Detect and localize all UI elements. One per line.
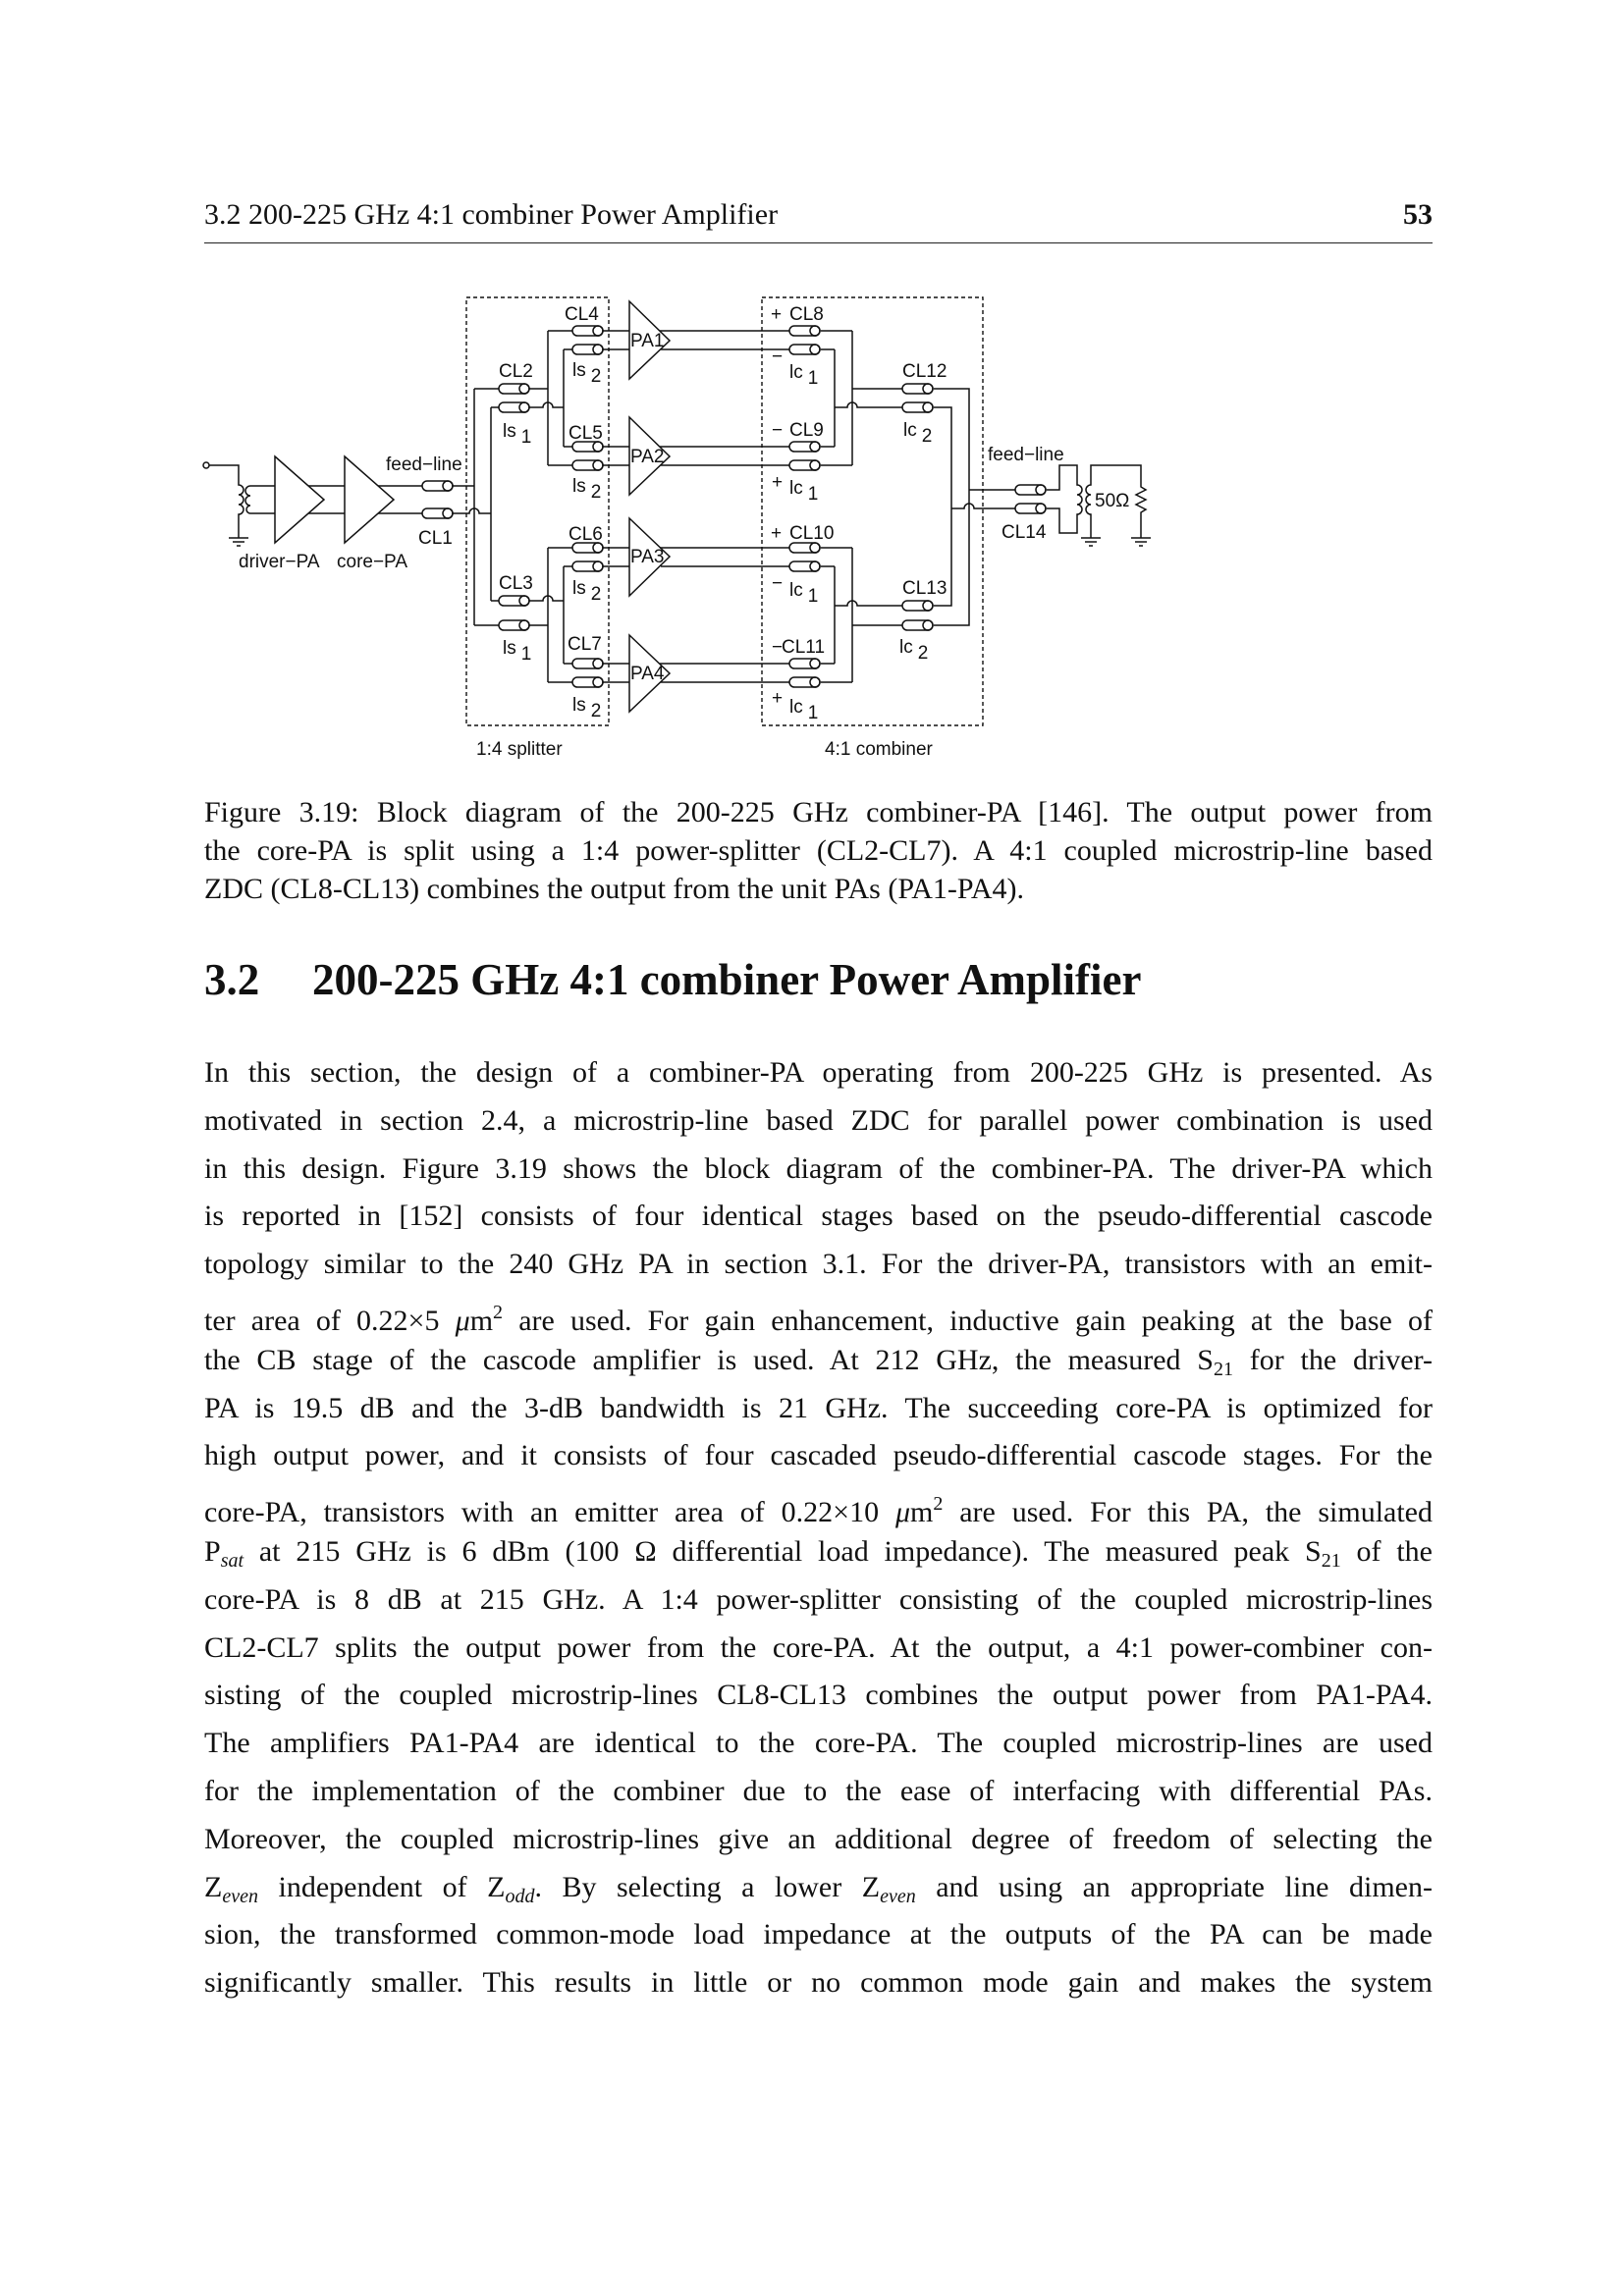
- text-line: [204, 1768, 1433, 1816]
- coupled-line-icon: [572, 659, 603, 668]
- label-cl12: CL12: [902, 361, 947, 382]
- text-segment: In this section, the design of a combiner-PA operating from 200-225 GHz is presented. As: [204, 1056, 1433, 1089]
- coupled-line-end-icon: [923, 384, 933, 394]
- body-text: [204, 1049, 1433, 2007]
- text-line: [204, 1816, 1433, 1864]
- text-segment: PA is 19.5 dB and the 3-dB bandwidth is 21 GHz. The succeeding core-PA is optimized for: [204, 1391, 1433, 1424]
- coupled-line-end-icon: [810, 659, 820, 668]
- coupled-line-end-icon: [1036, 485, 1046, 495]
- coupled-line-icon: [789, 543, 820, 553]
- text-segment: for the driver-: [1233, 1343, 1433, 1376]
- label-driver-pa: driver−PA: [239, 552, 320, 572]
- label-cl14: CL14: [1001, 522, 1047, 543]
- coupled-line-icon: [789, 442, 820, 452]
- coupled-line-icon: [572, 326, 603, 336]
- label-ls2: ls 2: [572, 695, 602, 721]
- coupled-line-icon: [422, 508, 453, 518]
- text-segment: of the: [1340, 1534, 1434, 1568]
- text-segment: Z: [204, 1870, 223, 1903]
- coupled-line-icon: [789, 659, 820, 668]
- text-segment: sisting of the coupled microstrip-lines CL8-CL13 combines the output power from PA1-PA4.: [204, 1679, 1433, 1712]
- text-segment: μ: [455, 1304, 470, 1337]
- label-minus: −: [772, 573, 784, 594]
- label-cl1: CL1: [418, 528, 453, 549]
- label-feed-line-out: feed−line: [988, 445, 1064, 465]
- coupled-line-end-icon: [443, 481, 453, 491]
- label-lc1: lc 1: [789, 362, 819, 389]
- text-segment: CL2-CL7 splits the output power from the core-PA. At the output, a 4:1 power-combiner con-: [204, 1630, 1433, 1664]
- label-plus: +: [772, 472, 784, 493]
- coupled-line-end-icon: [519, 402, 529, 412]
- label-cl7: CL7: [568, 634, 602, 655]
- text-segment: Figure 3.19: Block diagram of the 200-225 GHz combiner-PA [146]. The output power from: [204, 796, 1433, 828]
- coupled-line-end-icon: [810, 460, 820, 470]
- text-line: [204, 1337, 1433, 1385]
- coupled-line-end-icon: [593, 659, 603, 668]
- label-lc1: lc 1: [789, 478, 819, 505]
- label-core-pa: core−PA: [337, 552, 407, 572]
- label-cl2: CL2: [499, 361, 533, 382]
- label-cl3: CL3: [499, 573, 533, 594]
- text-segment: core-PA is 8 dB at 215 GHz. A 1:4 power-splitter consisting of the coupled microstrip-lines: [204, 1582, 1433, 1616]
- text-segment: 21: [1214, 1358, 1233, 1380]
- label-minus: −: [772, 420, 784, 441]
- text-segment: 2: [933, 1493, 944, 1516]
- text-segment: The amplifiers PA1-PA4 are identical to the core-PA. The coupled microstrip-lines are used: [204, 1727, 1433, 1760]
- cl1-output-wires: [453, 486, 491, 513]
- label-cl13: CL13: [902, 578, 947, 599]
- text-segment: Moreover, the coupled microstrip-lines give an additional degree of freedom of selecting the: [204, 1822, 1433, 1855]
- text-segment: μ: [894, 1496, 911, 1529]
- coupled-line-icon: [789, 345, 820, 354]
- text-segment: for the implementation of the combiner due to the ease of interfacing with differential PAs.: [204, 1774, 1433, 1807]
- text-segment: in this design. Figure 3.19 shows the block diagram of the combiner-PA. The driver-PA which: [204, 1151, 1433, 1185]
- coupled-line-end-icon: [923, 601, 933, 611]
- coupled-line-icon: [1015, 504, 1046, 513]
- text-segment: even: [880, 1885, 916, 1907]
- label-ls1: ls 1: [503, 421, 532, 448]
- block-diagram: [0, 0, 1624, 785]
- text-line: [204, 1911, 1433, 1959]
- text-line: [204, 1385, 1433, 1433]
- text-segment: m: [910, 1496, 934, 1529]
- ground-icon: [1081, 538, 1101, 546]
- coupled-line-end-icon: [519, 596, 529, 606]
- coupled-line-icon: [902, 402, 933, 412]
- section-number: 3.2: [204, 955, 260, 1004]
- coupled-line-end-icon: [923, 620, 933, 630]
- label-cl10: CL10: [789, 523, 835, 544]
- text-segment: core-PA, transistors with an emitter area of 0.22×10: [204, 1496, 895, 1529]
- text-segment: sion, the transformed common-mode load impedance at the outputs of the PA can be made: [204, 1918, 1433, 1951]
- text-line: [204, 1864, 1433, 1912]
- running-header-title: 3.2 200-225 GHz 4:1 combiner Power Amplifier: [204, 198, 779, 231]
- label-cl6: CL6: [568, 524, 603, 545]
- label-feed-line-in: feed−line: [386, 454, 462, 475]
- text-segment: motivated in section 2.4, a microstrip-line based ZDC for parallel power combination is used: [204, 1103, 1433, 1137]
- coupled-line-icon: [789, 561, 820, 571]
- label-minus: −: [772, 637, 784, 658]
- text-line: [204, 1480, 1433, 1528]
- label-pa2: PA2: [630, 447, 665, 467]
- text-segment: is reported in [152] consists of four identical stages based on the pseudo-differential cascode: [204, 1200, 1433, 1233]
- text-segment: topology similar to the 240 GHz PA in section 3.1. For the driver-PA, transistors with an emit-: [204, 1248, 1433, 1281]
- splitter-box: [466, 297, 609, 725]
- text-segment: even: [222, 1885, 258, 1907]
- coupled-line-end-icon: [810, 677, 820, 687]
- coupled-line-icon: [499, 384, 529, 394]
- text-segment: at 215 GHz is 6 dBm (100 Ω differential load impedance). The measured peak S: [244, 1534, 1322, 1568]
- text-segment: 21: [1321, 1549, 1341, 1572]
- label-minus: −: [772, 347, 784, 367]
- coupled-line-icon: [902, 601, 933, 611]
- section-title: 200-225 GHz 4:1 combiner Power Amplifier: [312, 955, 1142, 1004]
- core-pa-output-wires: [378, 486, 422, 513]
- driver-pa-amplifier: [275, 456, 324, 543]
- text-segment: . By selecting a lower Z: [534, 1870, 881, 1903]
- ground-icon: [1131, 538, 1151, 546]
- coupled-line-icon: [422, 481, 453, 491]
- text-line: [204, 1097, 1433, 1146]
- text-line: [204, 831, 1433, 870]
- label-plus: +: [771, 523, 783, 544]
- text-line: [204, 1241, 1433, 1289]
- input-terminal: [203, 462, 209, 468]
- text-segment: ter area of 0.22×5: [204, 1304, 456, 1337]
- text-segment: 2: [493, 1301, 504, 1323]
- label-lc2: lc 2: [903, 420, 933, 447]
- coupled-line-end-icon: [593, 345, 603, 354]
- coupled-line-icon: [902, 620, 933, 630]
- input-transformer-secondary: [245, 486, 275, 513]
- text-line: [204, 1146, 1433, 1194]
- label-plus: +: [771, 304, 783, 325]
- text-segment: independent of Z: [257, 1870, 506, 1903]
- coupled-line-end-icon: [593, 677, 603, 687]
- label-cl8: CL8: [789, 304, 824, 325]
- coupled-line-end-icon: [593, 326, 603, 336]
- label-load: 50Ω: [1095, 491, 1130, 511]
- coupled-line-end-icon: [593, 561, 603, 571]
- coupled-line-end-icon: [810, 345, 820, 354]
- label-cl11: CL11: [782, 637, 826, 658]
- label-combiner: 4:1 combiner: [825, 739, 933, 760]
- text-line: [204, 1289, 1433, 1337]
- text-segment: are used. For this PA, the simulated: [943, 1496, 1433, 1529]
- label-lc1: lc 1: [789, 580, 819, 607]
- coupled-line-end-icon: [443, 508, 453, 518]
- coupled-line-end-icon: [923, 402, 933, 412]
- text-segment: odd: [505, 1885, 535, 1907]
- text-line: [204, 1672, 1433, 1720]
- coupled-line-icon: [1015, 485, 1046, 495]
- coupled-line-end-icon: [1036, 504, 1046, 513]
- diagram-labels: [239, 304, 1129, 760]
- coupled-line-end-icon: [519, 384, 529, 394]
- output-transformer-primary: [1047, 465, 1082, 533]
- label-cl9: CL9: [789, 420, 824, 441]
- text-segment: are used. For gain enhancement, inductive gain peaking at the base of: [503, 1304, 1433, 1337]
- text-segment: and using an appropriate line dimen-: [915, 1870, 1433, 1903]
- text-line: [204, 1720, 1433, 1768]
- text-segment: the core-PA is split using a 1:4 power-splitter (CL2-CL7). A 4:1 coupled microstrip-line based: [204, 834, 1433, 867]
- text-segment: high output power, and it consists of four cascaded pseudo-differential cascode stages. For the: [204, 1439, 1433, 1472]
- label-plus: +: [772, 688, 784, 709]
- coupled-line-icon: [572, 460, 603, 470]
- text-segment: P: [204, 1534, 221, 1568]
- text-line: [204, 1432, 1433, 1480]
- label-pa1: PA1: [630, 331, 665, 351]
- figure-caption: [204, 793, 1433, 908]
- coupled-line-icon: [572, 561, 603, 571]
- label-ls2: ls 2: [572, 360, 602, 387]
- coupled-line-icon: [499, 596, 529, 606]
- label-pa4: PA4: [630, 664, 665, 684]
- section-heading: [204, 954, 1141, 1005]
- coupled-line-end-icon: [810, 326, 820, 336]
- coupled-line-end-icon: [810, 561, 820, 571]
- text-segment: sat: [220, 1549, 244, 1572]
- text-segment: the CB stage of the cascode amplifier is used. At 212 GHz, the measured S: [204, 1343, 1214, 1376]
- label-ls2: ls 2: [572, 578, 602, 605]
- page-number: 53: [1403, 198, 1433, 231]
- label-cl5: CL5: [568, 423, 603, 444]
- coupled-line-icon: [789, 677, 820, 687]
- label-splitter: 1:4 splitter: [476, 739, 563, 760]
- text-line: [204, 1193, 1433, 1241]
- label-ls1: ls 1: [503, 638, 532, 665]
- coupled-line-icon: [789, 460, 820, 470]
- coupled-line-icon: [499, 402, 529, 412]
- wires: [203, 297, 1151, 725]
- coupled-line-icon: [902, 384, 933, 394]
- label-ls2: ls 2: [572, 476, 602, 503]
- input-transformer-primary: [209, 465, 244, 538]
- coupled-line-icon: [572, 345, 603, 354]
- label-lc1: lc 1: [789, 697, 819, 723]
- text-line: [204, 793, 1433, 831]
- text-line: [204, 1625, 1433, 1673]
- label-cl4: CL4: [565, 304, 599, 325]
- coupled-line-end-icon: [810, 543, 820, 553]
- text-line: [204, 870, 1433, 908]
- coupled-line-icon: [572, 677, 603, 687]
- coupled-line-end-icon: [810, 442, 820, 452]
- ground-icon: [229, 538, 248, 546]
- splitter-trunks: [474, 389, 491, 625]
- label-lc2: lc 2: [899, 637, 929, 664]
- text-line: [204, 1576, 1433, 1625]
- coupled-line-end-icon: [519, 620, 529, 630]
- text-segment: significantly smaller. This results in little or no common mode gain and makes the system: [204, 1966, 1433, 2000]
- text-segment: ZDC (CL8-CL13) combines the output from the unit PAs (PA1-PA4).: [204, 873, 1025, 905]
- coupled-line-icon: [499, 620, 529, 630]
- coupled-line-end-icon: [593, 460, 603, 470]
- text-segment: m: [469, 1304, 494, 1337]
- coupled-line-icon: [789, 326, 820, 336]
- text-line: [204, 1528, 1433, 1576]
- text-line: [204, 1049, 1433, 1097]
- text-line: [204, 1959, 1433, 2007]
- label-pa3: PA3: [630, 547, 665, 567]
